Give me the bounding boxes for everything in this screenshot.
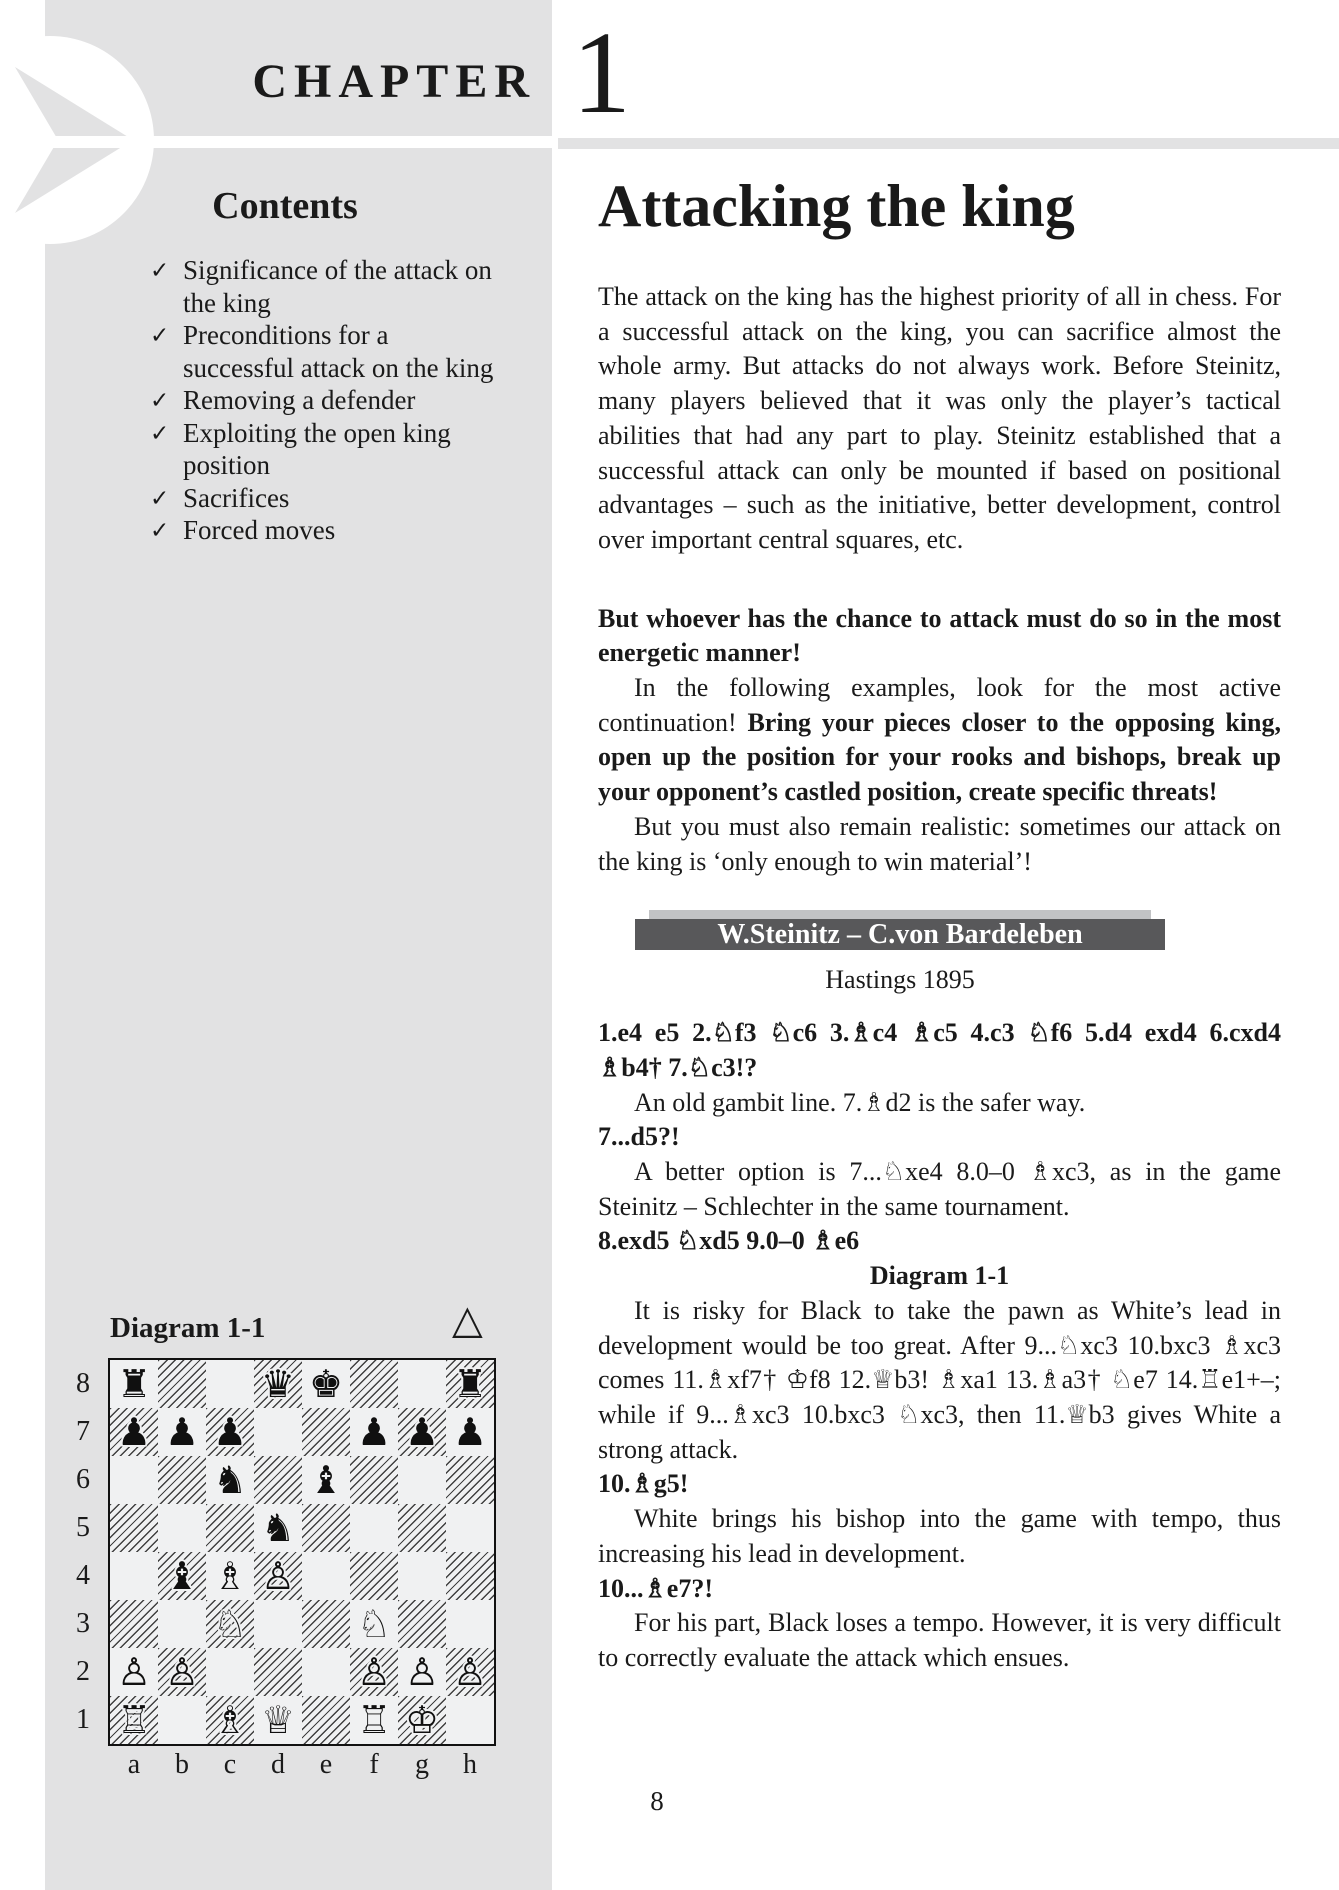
- contents-title: Contents: [212, 185, 358, 227]
- piece-wP-g2: ♙: [404, 1650, 440, 1694]
- piece-bQ-d8: ♛: [260, 1362, 296, 1406]
- contents-item-label: Exploiting the open king position: [183, 417, 451, 480]
- commentary-line: It is risky for Black to take the pawn as White’s lead in development would be too great. After 9...♘xc3 10.bxc3 ♗xc3 comes 11.♗xf7† ♔f8 12.♕b3! ♗xa1 13.♗a3† ♘e7 14.♖e1+–; while if 9...♗xc3 10.bxc3 ♘xc3, then 11.♕b3 gives White a strong attack.: [598, 1295, 1281, 1464]
- square-e7: [302, 1408, 350, 1456]
- square-g1: [398, 1696, 446, 1744]
- square-b2: [158, 1648, 206, 1696]
- file-label-e: e: [319, 1749, 333, 1780]
- piece-wR-a1: ♖: [116, 1698, 152, 1742]
- square-a5: [110, 1504, 158, 1552]
- advice-bold-text: Bring your pieces closer to the opposing king, open up the position for your rooks and bishops, break up your opponent’s castled position, create specific threats!: [598, 707, 1281, 807]
- square-a4: [110, 1552, 158, 1600]
- diagram-reference: Diagram 1-1: [869, 1261, 1010, 1291]
- moves-line: 10.♗g5!: [598, 1469, 689, 1499]
- file-label-c: c: [223, 1749, 237, 1780]
- game-header: [635, 919, 1165, 950]
- piece-bP-f7: ♟: [356, 1410, 392, 1454]
- square-a6: [110, 1456, 158, 1504]
- piece-bP-c7: ♟: [212, 1410, 248, 1454]
- square-a2: [110, 1648, 158, 1696]
- square-e1: [302, 1696, 350, 1744]
- square-a7: [110, 1408, 158, 1456]
- square-c7: [206, 1408, 254, 1456]
- square-d8: [254, 1360, 302, 1408]
- file-label-f: f: [369, 1749, 379, 1780]
- piece-wP-h2: ♙: [452, 1650, 488, 1694]
- contents-item-label: Forced moves: [183, 515, 336, 545]
- square-g8: [398, 1360, 446, 1408]
- moves-line: 1.e4 e5 2.♘f3 ♘c6 3.♗c4 ♗c5 4.c3 ♘f6 5.d4 exd4 6.cxd4 ♗b4† 7.♘c3!?: [598, 1018, 1281, 1082]
- square-e6: [302, 1456, 350, 1504]
- square-a8: [110, 1360, 158, 1408]
- square-f4: [350, 1552, 398, 1600]
- piece-wP-f2: ♙: [356, 1650, 392, 1694]
- square-h3: [446, 1600, 494, 1648]
- board-file-labels: [110, 1748, 494, 1782]
- square-g4: [398, 1552, 446, 1600]
- square-f7: [350, 1408, 398, 1456]
- advice-normal-text: In the following examples, look for the most active continuation!: [598, 673, 1281, 737]
- square-b1: [158, 1696, 206, 1744]
- piece-wP-b2: ♙: [164, 1650, 200, 1694]
- piece-bN-c6: ♞: [212, 1458, 248, 1502]
- rank-label-6: 6: [76, 1464, 90, 1495]
- white-to-move-icon: △: [452, 1297, 483, 1343]
- rank-label-4: 4: [76, 1560, 90, 1591]
- piece-wN-c3: ♘: [212, 1602, 248, 1646]
- piece-bB-b4: ♝: [164, 1554, 200, 1598]
- checkmark-icon: ✓: [150, 518, 170, 544]
- piece-bB-e6: ♝: [308, 1458, 344, 1502]
- file-label-b: b: [175, 1749, 189, 1780]
- square-d3: [254, 1600, 302, 1648]
- square-e2: [302, 1648, 350, 1696]
- game-event: Hastings 1895: [825, 965, 975, 995]
- square-f1: [350, 1696, 398, 1744]
- piece-wB-c1: ♗: [212, 1698, 248, 1742]
- square-g2: [398, 1648, 446, 1696]
- checkmark-icon: ✓: [150, 485, 170, 512]
- square-b3: [158, 1600, 206, 1648]
- piece-bP-h7: ♟: [452, 1410, 488, 1454]
- square-d7: [254, 1408, 302, 1456]
- square-d2: [254, 1648, 302, 1696]
- square-b6: [158, 1456, 206, 1504]
- commentary-line: For his part, Black loses a tempo. However, it is very difficult to correctly evaluate the attack which ensues.: [598, 1608, 1281, 1672]
- commentary-line: White brings his bishop into the game with tempo, thus increasing his lead in development.: [598, 1504, 1281, 1568]
- square-a3: [110, 1600, 158, 1648]
- square-f3: [350, 1600, 398, 1648]
- square-f5: [350, 1504, 398, 1552]
- square-h4: [446, 1552, 494, 1600]
- piece-bR-a8: ♜: [116, 1362, 152, 1406]
- square-d6: [254, 1456, 302, 1504]
- square-f8: [350, 1360, 398, 1408]
- square-c1: [206, 1696, 254, 1744]
- chess-board: [108, 1358, 496, 1746]
- file-label-g: g: [415, 1749, 429, 1780]
- file-label-d: d: [271, 1749, 285, 1780]
- advice-paragraph: [598, 671, 1281, 810]
- piece-bN-d5: ♞: [260, 1506, 296, 1550]
- piece-wB-c4: ♗: [212, 1554, 248, 1598]
- rank-label-3: 3: [76, 1608, 90, 1639]
- contents-item-label: Preconditions for a successful attack on the king: [183, 320, 494, 383]
- square-h5: [446, 1504, 494, 1552]
- file-label-a: a: [127, 1749, 141, 1780]
- square-a1: [110, 1696, 158, 1744]
- piece-wR-f1: ♖: [356, 1698, 392, 1742]
- piece-wP-a2: ♙: [116, 1650, 152, 1694]
- square-e8: [302, 1360, 350, 1408]
- page-number: 8: [650, 1786, 664, 1816]
- contents-item-label: Sacrifices: [183, 482, 290, 513]
- file-label-h: h: [463, 1749, 477, 1780]
- piece-wN-f3: ♘: [356, 1602, 392, 1646]
- piece-bK-e8: ♚: [308, 1362, 344, 1406]
- contents-item: [150, 319, 500, 384]
- realism-paragraph: But you must also remain realistic: sometimes our attack on the king is ‘only enough to win material’!: [598, 811, 1281, 876]
- contents-list: [150, 254, 500, 547]
- moves-line: 7...d5?!: [598, 1122, 680, 1152]
- square-b7: [158, 1408, 206, 1456]
- contents-item: [150, 384, 500, 417]
- square-d4: [254, 1552, 302, 1600]
- piece-wQ-d1: ♕: [260, 1698, 296, 1742]
- intro-paragraph: The attack on the king has the highest priority of all in chess. For a successful attack on the king, you can sacrifice almost the whole army. But attacks do not always work. Before Steinitz, many players believed that it was only the player’s tactical abilities that had any part to play. Steinitz established that a successful attack can only be mounted if based on positional advantages – such as the initiative, better development, control over important central squares, etc.: [598, 282, 1281, 554]
- square-g3: [398, 1600, 446, 1648]
- square-h2: [446, 1648, 494, 1696]
- chapter-number: 1: [572, 7, 631, 138]
- square-c4: [206, 1552, 254, 1600]
- square-e3: [302, 1600, 350, 1648]
- commentary-line: An old gambit line. 7.♗d2 is the safer way.: [634, 1087, 1086, 1117]
- moves-and-commentary: [598, 1016, 1281, 1675]
- piece-wP-d4: ♙: [260, 1554, 296, 1598]
- square-b8: [158, 1360, 206, 1408]
- rank-label-8: 8: [76, 1368, 90, 1399]
- square-c2: [206, 1648, 254, 1696]
- piece-bP-g7: ♟: [404, 1410, 440, 1454]
- contents-item-label: Removing a defender: [183, 385, 416, 415]
- diagram-label: Diagram 1-1: [110, 1312, 266, 1344]
- contents-item: [150, 482, 500, 515]
- moves-line: 8.exd5 ♘xd5 9.0–0 ♗e6: [598, 1226, 860, 1256]
- piece-bP-b7: ♟: [164, 1410, 200, 1454]
- page-title: Attacking the king: [598, 173, 1075, 239]
- checkmark-icon: ✓: [150, 388, 170, 414]
- rank-label-2: 2: [76, 1656, 90, 1687]
- square-g7: [398, 1408, 446, 1456]
- piece-bP-a7: ♟: [116, 1410, 152, 1454]
- sidebar-header-gap: [45, 136, 552, 148]
- contents-item: [150, 514, 500, 547]
- rank-label-1: 1: [76, 1704, 90, 1735]
- square-h1: [446, 1696, 494, 1744]
- game-players: W.Steinitz – C.von Bardeleben: [717, 919, 1083, 951]
- chapter-label: CHAPTER: [252, 55, 536, 108]
- square-e5: [302, 1504, 350, 1552]
- square-g5: [398, 1504, 446, 1552]
- square-g6: [398, 1456, 446, 1504]
- square-d1: [254, 1696, 302, 1744]
- contents-item-label: Significance of the attack on the king: [183, 255, 492, 318]
- square-c3: [206, 1600, 254, 1648]
- square-f2: [350, 1648, 398, 1696]
- game-header-bar: [635, 919, 1165, 950]
- contents-item: [150, 417, 500, 482]
- square-h8: [446, 1360, 494, 1408]
- square-f6: [350, 1456, 398, 1504]
- commentary-line: A better option is 7...♘xe4 8.0–0 ♗xc3, as in the game Steinitz – Schlechter in the same tournament.: [598, 1157, 1281, 1221]
- piece-wK-g1: ♔: [404, 1698, 440, 1742]
- contents-item: [150, 254, 500, 319]
- square-e4: [302, 1552, 350, 1600]
- emphasis-paragraph: But whoever has the chance to attack must do so in the most energetic manner!: [598, 603, 1281, 668]
- piece-bR-h8: ♜: [452, 1362, 488, 1406]
- square-h7: [446, 1408, 494, 1456]
- board-rank-labels: [66, 1360, 100, 1744]
- square-c6: [206, 1456, 254, 1504]
- square-d5: [254, 1504, 302, 1552]
- square-b4: [158, 1552, 206, 1600]
- main-column: [598, 0, 1281, 1676]
- rank-label-7: 7: [76, 1416, 90, 1447]
- square-c8: [206, 1360, 254, 1408]
- square-c5: [206, 1504, 254, 1552]
- moves-line: 10...♗e7?!: [598, 1573, 714, 1603]
- checkmark-icon: ✓: [150, 420, 170, 447]
- rank-label-5: 5: [76, 1512, 90, 1543]
- square-b5: [158, 1504, 206, 1552]
- checkmark-icon: ✓: [150, 258, 170, 284]
- checkmark-icon: ✓: [150, 323, 170, 349]
- square-h6: [446, 1456, 494, 1504]
